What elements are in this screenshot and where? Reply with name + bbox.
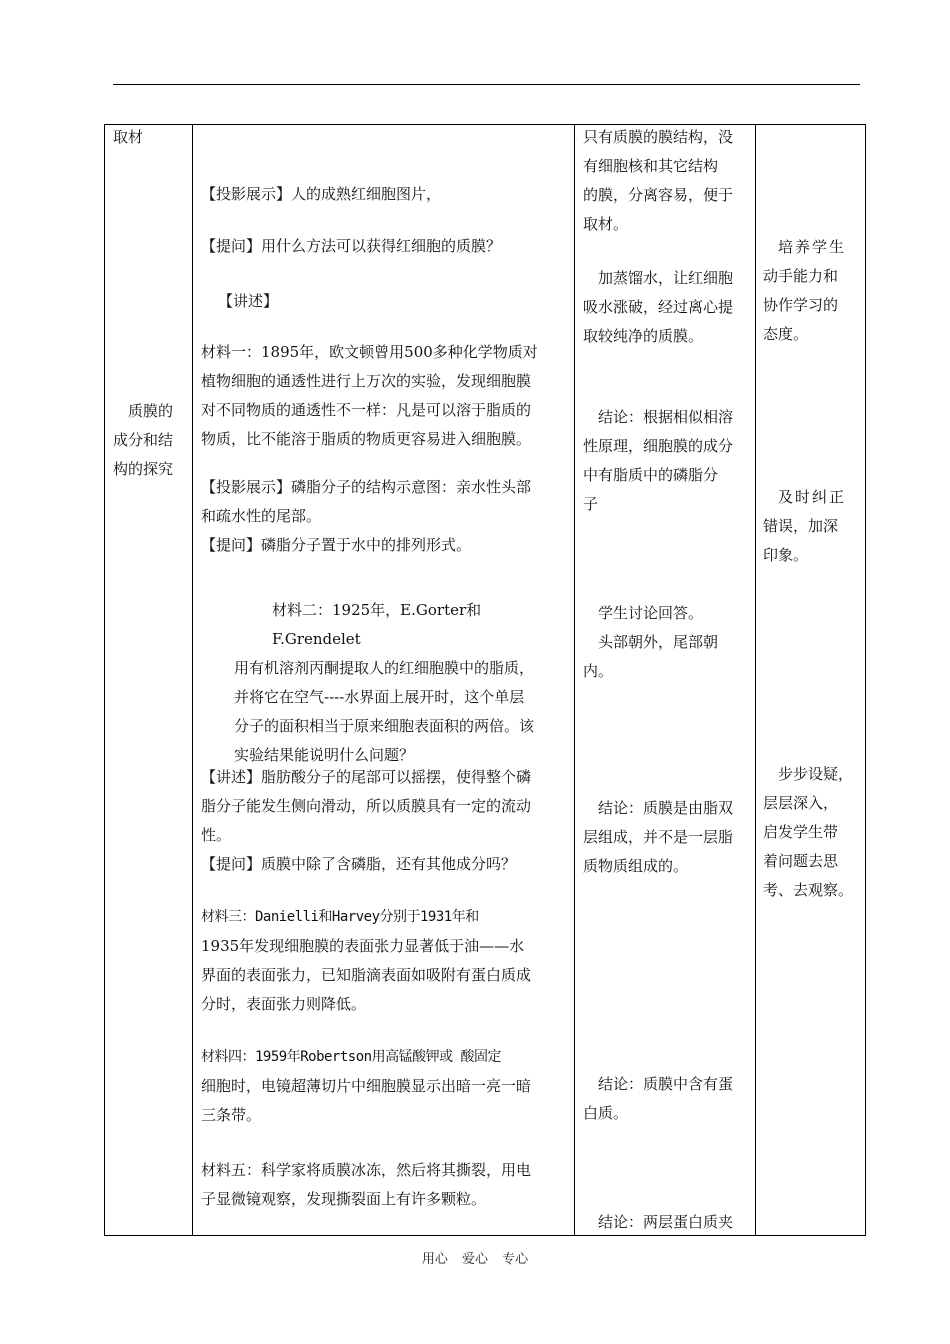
col4-p1: 培养学生 动手能力和 协作学习的 态度。 [763, 238, 847, 343]
col3-conclusion-1: 结论：根据相似相溶 性原理，细胞膜的成分 中有脂质中的磷脂分 子 [583, 408, 734, 513]
col2-material-1: 材料一：1895年，欧文顿曾用500多种化学物质对 植物细胞的通透性进行上万次的实验，发现细胞膜 对不同物质的通透性不一样：凡是可以溶于脂质的 物质，比不能溶于脂质的物质更容易进入细胞膜。 [201, 343, 538, 448]
col2-material-2: 材料二：1925年，E.Gorter和F.Grendelet 用有机溶剂丙酮提取人的红细胞膜中的脂质， 并将它在空气----水界面上展开时，这个单层 分子的面积相当于原来细胞表面积的两倍。该 实验结果能说明什么问题？ [234, 601, 535, 764]
col2-material-3: 材料三：Danielli和Harvey分别于1931年和 1935年发现细胞膜的表面张力显著低于油——水 界面的表面张力，已知脂滴表面如吸附有蛋白质成 分时，表面张力则降低。 [201, 909, 532, 1013]
col3-p1: 只有质膜的膜结构，没 有细胞核和其它结构 的膜，分离容易，便于 取材。 [583, 128, 734, 233]
col3-conclusion-2: 结论：质膜是由脂双 层组成，并不是一层脂 质物质组成的。 [583, 799, 734, 875]
col3-p4: 学生讨论回答。 头部朝外，尾部朝 内。 [583, 604, 719, 680]
col2-material-4: 材料四：1959年Robertson用高锰酸钾或 酸固定 细胞时，电镜超薄切片中细胞膜显示出暗一亮一暗 三条带。 [201, 1049, 532, 1124]
column-divider-1 [192, 125, 193, 1235]
col4-p3: 步步设疑， 层层深入， 启发学生带 着问题去思 考、去观察。 [763, 765, 854, 899]
col3-conclusion-3: 结论：质膜中含有蛋 白质。 [583, 1075, 734, 1122]
column-divider-2 [574, 125, 575, 1235]
col1-top-label: 取材 [113, 128, 144, 146]
col2-p7: 【讲述】脂肪酸分子的尾部可以摇摆，使得整个磷 脂分子能发生侧向滑动，所以质膜具有一定的流动 性。 【提问】质膜中除了含磷脂，还有其他成分吗？ [201, 768, 532, 873]
col2-material-5: 材料五：科学家将质膜冰冻，然后将其撕裂，用电 子显微镜观察，发现撕裂面上有许多颗粒。 [201, 1161, 532, 1208]
col3-conclusion-4: 结论：两层蛋白质夹 [598, 1213, 734, 1231]
col4-p2: 及时纠正 错误，加深 印象。 [763, 488, 847, 564]
col2-p1: 【投影展示】人的成熟红细胞图片， [201, 185, 442, 203]
header-rule [113, 84, 860, 85]
col1-section-title: 质膜的 成分和结 构的探究 [113, 402, 174, 478]
col3-p2: 加蒸馏水，让红细胞 吸水涨破，经过离心提 取较纯净的质膜。 [583, 269, 734, 345]
lesson-table [104, 124, 866, 1236]
column-divider-3 [755, 125, 756, 1235]
col2-p2: 【提问】用什么方法可以获得红细胞的质膜？ [201, 237, 502, 255]
page-footer: 用心 爱心 专心 [421, 1252, 529, 1267]
col2-p3: 【讲述】 [218, 292, 279, 310]
col2-p5: 【投影展示】磷脂分子的结构示意图：亲水性头部 和疏水性的尾部。 【提问】磷脂分子置于水中的排列形式。 [201, 478, 532, 554]
